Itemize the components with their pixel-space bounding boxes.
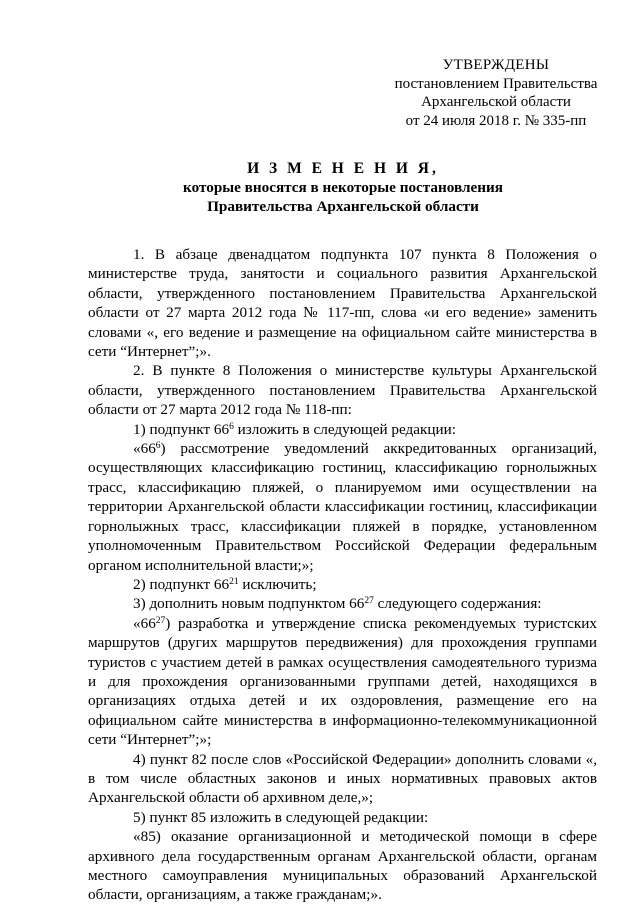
- paragraph-4: [88, 439, 597, 575]
- approval-line-2: Архангельской области: [421, 94, 571, 111]
- paragraph-6-text: 3) дополнить новым подпунктом 66: [133, 595, 365, 613]
- document-subtitle-line-1: которые вносятся в некоторые постановления: [183, 179, 503, 196]
- paragraph-3-tail: изложить в следующей редакции:: [233, 420, 456, 438]
- document-title: И З М Е Н Е Н И Я,: [247, 160, 439, 177]
- document-subtitle-line-2: Правительства Архангельской области: [207, 198, 479, 215]
- paragraph-6-tail: следующего содержания:: [373, 595, 542, 613]
- paragraph-5-tail: исключить;: [238, 575, 317, 593]
- approval-stamp: [360, 56, 632, 130]
- paragraph-7-tail: ) разработка и утверждение списка рекомендуемых туристских маршрутов (других маршрутов передвижения) для прохождения группами туристов с участием детей в рамках осуществления самодеятельного туризма и для прохождения организованными группами детей, находящихся в организациях отдыха детей и их оздоровления, размещение его на официальном сайте министерства в информационно-телекоммуникационной сети “Интернет”;»;: [88, 614, 597, 749]
- paragraph-7-text: «66: [133, 614, 156, 632]
- paragraph-8: 4) пункт 82 после слов «Российской Федерации» дополнить словами «, в том числе областных законов и иных нормативных правовых актов Архангельской области об архивном деле,»;: [88, 750, 597, 807]
- paragraph-6-superscript: 27: [364, 596, 374, 607]
- paragraph-7-superscript: 27: [155, 615, 166, 626]
- paragraph-6: [88, 594, 597, 613]
- paragraph-3-superscript: 6: [229, 421, 234, 432]
- approval-line-3: от 24 июля 2018 г. № 335-пп: [405, 112, 587, 129]
- paragraph-5: [88, 575, 597, 594]
- document-heading: [88, 159, 598, 216]
- paragraph-7: [88, 614, 597, 750]
- paragraph-3-text: 1) подпункт 66: [133, 420, 230, 438]
- paragraph-4-tail: ) рассмотрение уведомлений аккредитованных организаций, осуществляющих классификацию гостиниц, классификацию горнолыжных трасс, классификацию пляжей, о планируемом ими осуществлении на территории Архангельской области классификации гостиниц, классификации горнолыжных трасс, классификации пляжей в порядке, установленном уполномоченным Правительством Российской Федерации федеральным органом исполнительной власти;»;: [88, 440, 597, 574]
- document-body: [88, 245, 597, 905]
- paragraph-4-superscript: 6: [155, 441, 161, 452]
- paragraph-5-text: 2) подпункт 66: [133, 575, 230, 593]
- paragraph-9: 5) пункт 85 изложить в следующей редакции:: [133, 808, 429, 826]
- approval-line-1: постановлением Правительства: [394, 75, 598, 92]
- approval-title: УТВЕРЖДЕНЫ: [442, 57, 550, 73]
- paragraph-2: 2. В пункте 8 Положения о министерстве культуры Архангельской области, утвержденного постановлением Правительства Архангельской области от 27 марта 2012 года № 118-пп:: [88, 362, 597, 419]
- paragraph-3: [88, 420, 597, 439]
- paragraph-4-text: «66: [133, 440, 156, 458]
- paragraph-10: «85) оказание организационной и методической помощи в сфере архивного дела государственным органам Архангельской области, органам местного самоуправления муниципальных образований Архангельской области, организациям, а также гражданам;».: [88, 828, 597, 904]
- paragraph-5-superscript: 21: [229, 576, 239, 587]
- paragraph-1: 1. В абзаце двенадцатом подпункта 107 пункта 8 Положения о министерстве труда, занятости и социального развития Архангельской области, утвержденного постановлением Правительства Архангельской области от 27 марта 2012 года № 117-пп, слова «и его ведение» заменить словами «, его ведение и размещение на официальном сайте министерства в сети “Интернет”;».: [88, 246, 597, 361]
